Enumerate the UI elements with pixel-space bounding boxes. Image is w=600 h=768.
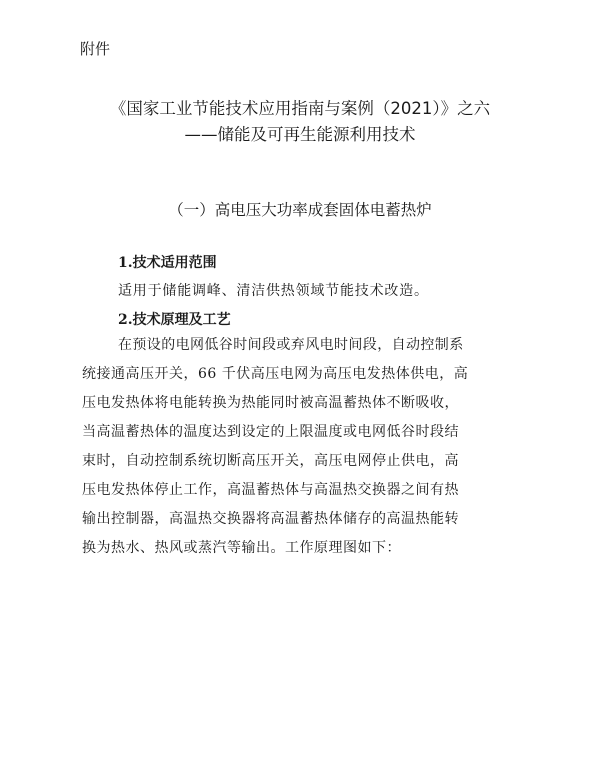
document-title: 《国家工业节能技术应用指南与案例（2021）》之六 (109, 99, 491, 118)
scope-text: 适用于储能调峰、清洁供热领域节能技术改造。 (118, 283, 429, 299)
principle-line: 压电发热体将电能转换为热能同时被高温蓄热体不断吸收， (82, 395, 459, 411)
attachment-label: 附件 (80, 40, 111, 58)
principle-line: 当高温蓄热体的温度达到设定的上限温度或电网低谷时段结 (82, 424, 459, 440)
principle-heading: 2.技术原理及工艺 (118, 312, 231, 328)
principle-line: 统接通高压开关，66 千伏高压电网为高压电发热体供电，高 (82, 366, 469, 382)
principle-line: 压电发热体停止工作，高温蓄热体与高温热交换器之间有热 (82, 482, 459, 498)
section-title: （一）高电压大功率成套固体电蓄热炉 (168, 201, 432, 219)
scope-heading: 1.技术适用范围 (118, 255, 217, 271)
principle-line: 换为热水、热风或蒸汽等输出。工作原理图如下： (82, 540, 401, 556)
principle-line: 输出控制器，高温热交换器将高温蓄热体储存的高温热能转 (82, 511, 459, 527)
principle-line: 在预设的电网低谷时间段或弃风电时间段，自动控制系 (118, 337, 464, 353)
principle-line: 束时，自动控制系统切断高压开关，高压电网停止供电，高 (82, 453, 459, 469)
document-subtitle: ——储能及可再生能源利用技术 (184, 125, 416, 144)
